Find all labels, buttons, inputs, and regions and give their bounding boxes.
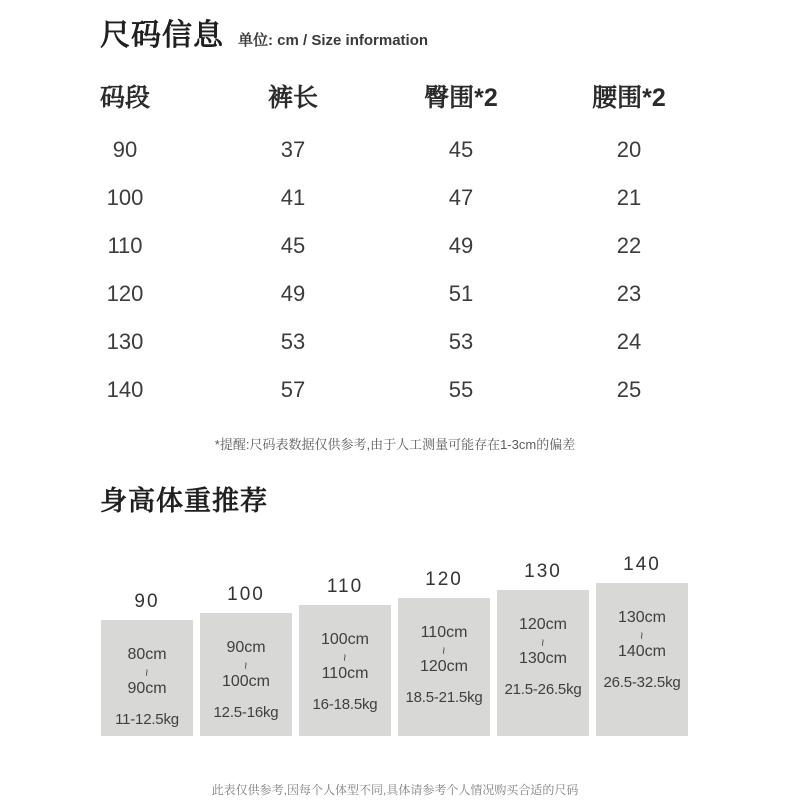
weight-range: 16-18.5kg [312, 696, 378, 713]
table-cell: 20 [616, 137, 642, 162]
table-cell: 22 [616, 233, 642, 258]
column-header-hip: 臀围*2 [424, 84, 498, 112]
size-bar-column-100 [200, 584, 292, 736]
table-cell: 41 [280, 185, 306, 210]
height-to: 140cm [617, 643, 667, 660]
table-cell: 47 [448, 185, 474, 210]
table-cell: 45 [448, 137, 474, 162]
table-cell: 140 [106, 377, 144, 402]
size-bar [596, 583, 688, 736]
bar-size-label: 120 [425, 569, 463, 590]
weight-range: 18.5-21.5kg [405, 689, 483, 706]
height-from: 130cm [617, 609, 667, 626]
bar-size-label: 110 [326, 576, 364, 597]
table-cell: 23 [616, 281, 642, 306]
height-from: 80cm [127, 646, 167, 663]
size-bar [497, 590, 589, 736]
weight-range: 21.5-26.5kg [504, 681, 582, 698]
column-header-waist: 腰围*2 [592, 84, 666, 112]
table-cell: 51 [448, 281, 474, 306]
size-bar [299, 605, 391, 736]
table-cell: 24 [616, 329, 642, 354]
column-header-size: 码段 [99, 84, 150, 112]
tilde-separator: ~ [238, 661, 254, 670]
tilde-separator: ~ [139, 668, 155, 677]
height-from: 90cm [226, 639, 266, 656]
height-from: 120cm [518, 616, 568, 633]
size-bar [200, 613, 292, 736]
table-cell: 25 [616, 377, 642, 402]
table-cell: 53 [448, 329, 474, 354]
height-to: 120cm [419, 658, 469, 675]
bar-size-label: 90 [134, 591, 160, 612]
size-bar-column-110 [299, 576, 391, 736]
tilde-separator: ~ [634, 631, 650, 640]
height-to: 90cm [127, 680, 167, 697]
column-header-pant-length: 裤长 [267, 84, 318, 112]
bar-size-label: 130 [524, 561, 562, 582]
weight-range: 12.5-16kg [213, 704, 279, 721]
table-cell: 21 [616, 185, 642, 210]
size-bar [398, 598, 490, 736]
height-from: 100cm [320, 631, 370, 648]
height-to: 100cm [221, 673, 271, 690]
table-cell: 110 [107, 233, 143, 258]
page-title: 尺码信息 [100, 19, 224, 52]
size-bar-column-90 [101, 591, 193, 736]
size-bar [101, 620, 193, 736]
height-from: 110cm [420, 624, 468, 641]
bar-size-label: 100 [227, 584, 265, 605]
table-cell: 45 [280, 233, 306, 258]
table-cell: 90 [112, 137, 138, 162]
weight-range: 26.5-32.5kg [603, 674, 681, 691]
tilde-separator: ~ [337, 653, 353, 662]
header [100, 18, 790, 52]
table-cell: 130 [106, 329, 144, 354]
table-cell: 57 [280, 377, 306, 402]
tilde-separator: ~ [535, 638, 551, 647]
table-cell: 100 [106, 185, 144, 210]
table-cell: 49 [280, 281, 306, 306]
height-to: 110cm [321, 665, 369, 682]
table-cell: 55 [448, 377, 474, 402]
bar-size-label: 140 [623, 554, 661, 575]
weight-range: 11-12.5kg [115, 711, 179, 728]
recommendation-title: 身高体重推荐 [100, 486, 268, 516]
table-cell: 37 [280, 137, 306, 162]
size-bar-column-120 [398, 569, 490, 736]
size-bar-column-140 [596, 554, 688, 736]
footer-note: 此表仅供参考,因每个人体型不同,具体请参考个人情况购买合适的尺码 [211, 783, 579, 797]
table-cell: 120 [106, 281, 144, 306]
size-table-note: *提醒:尺码表数据仅供参考,由于人工测量可能存在1-3cm的偏差 [214, 437, 576, 452]
height-to: 130cm [518, 650, 568, 667]
size-table [41, 84, 790, 414]
tilde-separator: ~ [436, 646, 452, 655]
table-cell: 53 [280, 329, 306, 354]
height-weight-chart [101, 554, 790, 736]
table-cell: 49 [448, 233, 474, 258]
page-subtitle: 单位: cm / Size information [238, 32, 429, 49]
size-bar-column-130 [497, 561, 589, 736]
